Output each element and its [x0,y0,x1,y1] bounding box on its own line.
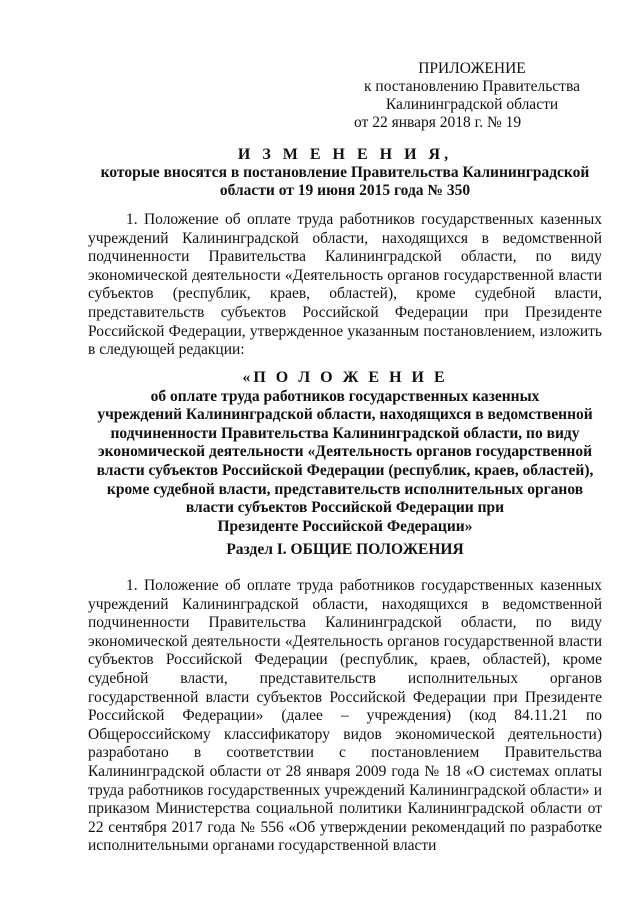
regulation-heading [88,369,602,536]
section-title: Раздел I. ОБЩИЕ ПОЛОЖЕНИЯ [226,541,464,558]
regulation-line: учреждений Калининградской области, находящихся в ведомственной [97,406,593,424]
regulation-line: экономической деятельности «Деятельность органов государственной [97,443,593,461]
paragraph-2: 1. Положение об оплате труда работников государственных казенных учреждений Калининградской области, находящихся в ведомственной подчиненности Правительства Калининградской области, по виду экономической деятельности «Деятельность органов государственной власти субъектов Российской Федерации (республик, краев, областей), кроме судебной власти, представительств исполнительных органов государственной власти субъектов Российской Федерации при Президенте Российской Федерации» (далее – учреждения) (код 84.11.21 по Общероссийскому классификатору видов экономической деятельности) разработано в соответствии с постановлением Правительства Калининградской области от 28 января 2009 года № 18 «О системах оплаты труда работников государственных учреждений Калининградской области» и приказом Министерства социальной политики Калининградской области от 22 сентября 2017 года № 556 «Об утверждении рекомендаций по разработке исполнительными органами государственной власти [88,577,602,855]
appendix-reference: к постановлению Правительства [364,78,580,95]
paragraph-1: 1. Положение об оплате труда работников государственных казенных учреждений Калининградской области, находящихся в ведомственной подчиненности Правительства Калининградской области, по виду экономической деятельности «Деятельность органов государственной власти субъектов (республик, краев, областей), кроме судебной власти, представительств субъектов Российской Федерации при Президенте Российской Федерации, утвержденное указанным постановлением, изложить в следующей редакции: [88,211,602,359]
changes-subtitle-line-1: которые вносятся в постановление Правительства Калининградской [100,164,590,181]
appendix-label: ПРИЛОЖЕНИЕ [418,60,526,77]
appendix-date: от 22 января 2018 г. № 19 [354,114,522,131]
appendix-region: Калининградской области [385,96,559,113]
changes-subtitle-line-2: области от 19 июня 2015 года № 350 [219,182,471,199]
regulation-line: Президенте Российской Федерации» [217,517,473,535]
regulation-line: власти субъектов Российской Федерации при [185,499,505,517]
regulation-line: власти субъектов Российской Федерации (республик, краев, областей), [96,461,594,479]
changes-heading [88,146,602,200]
regulation-line: подчиненности Правительства Калининградской области, по виду [110,424,580,442]
regulation-title: «П О Л О Ж Е Н И Е [242,369,448,386]
appendix-header [340,60,604,132]
regulation-line: кроме судебной власти, представительств исполнительных органов [106,480,584,498]
changes-title: И З М Е Н Е Н И Я, [237,146,453,163]
regulation-line: об оплате труда работников государственных казенных [150,387,540,405]
